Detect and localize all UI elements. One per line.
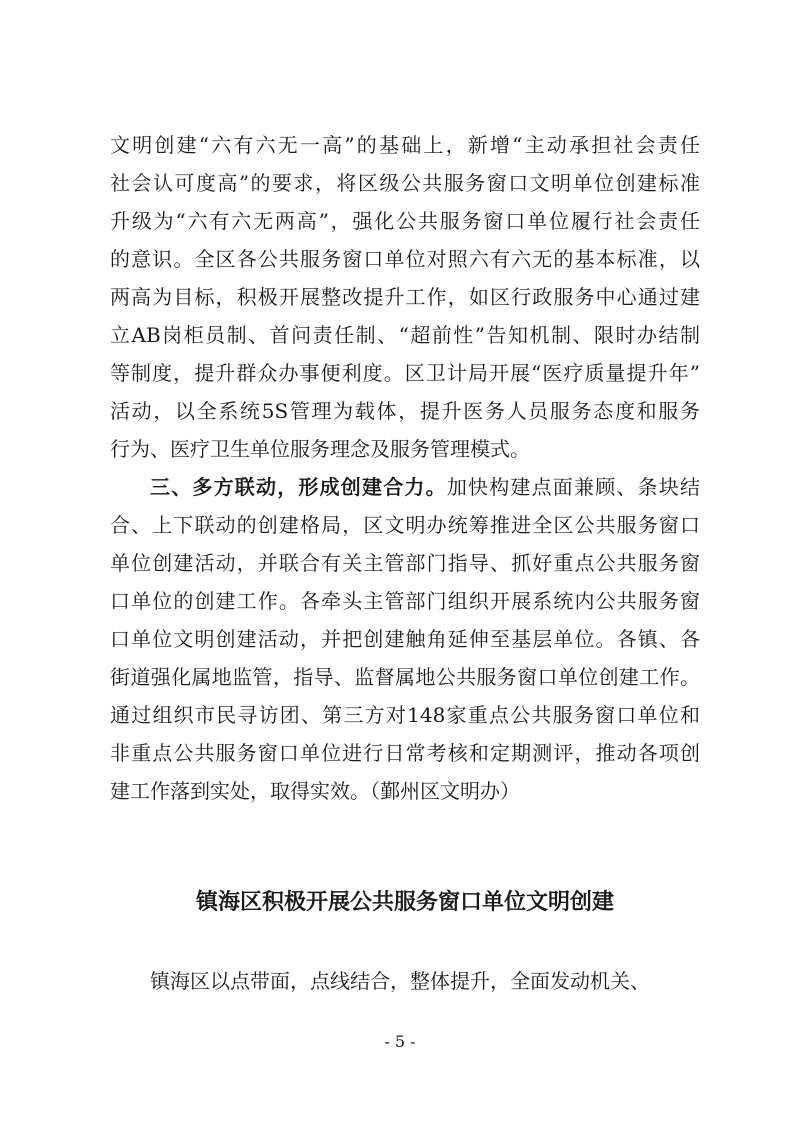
paragraph-line: 街道强化属地监管，指导、监督属地公共服务窗口单位创建工作。 bbox=[110, 665, 700, 689]
paragraph-line: 升级为“六有六无两高”，强化公共服务窗口单位履行社会责任 bbox=[110, 209, 700, 233]
paragraph-line: 活动，以全系统5S管理为载体，提升医务人员服务态度和服务 bbox=[110, 399, 700, 423]
paragraph-line: 建工作落到实处，取得实效。（鄞州区文明办） bbox=[110, 779, 520, 803]
paragraph-line: 社会认可度高”的要求，将区级公共服务窗口文明单位创建标准 bbox=[110, 171, 700, 195]
paragraph-line: 通过组织市民寻访团、第三方对148家重点公共服务窗口单位和 bbox=[110, 703, 700, 727]
paragraph-line: 行为、医疗卫生单位服务理念及服务管理模式。 bbox=[110, 437, 530, 461]
paragraph-2 bbox=[110, 468, 700, 810]
paragraph-line: 非重点公共服务窗口单位进行日常考核和定期测评，推动各项创 bbox=[110, 741, 700, 765]
body-text bbox=[110, 126, 700, 810]
paragraph-1 bbox=[110, 126, 700, 468]
paragraph-line: 口单位的创建工作。各牵头主管部门组织开展系统内公共服务窗 bbox=[110, 589, 700, 613]
paragraph-line: 口单位文明创建活动，并把创建触角延伸至基层单位。各镇、各 bbox=[110, 627, 700, 651]
paragraph-line-rest: 加快构建点面兼顾、条块结 bbox=[446, 475, 700, 499]
paragraph-first-line bbox=[110, 468, 700, 506]
paragraph-line: 立AB岗柜员制、首问责任制、“超前性”告知机制、限时办结制 bbox=[110, 323, 700, 347]
section-title: 镇海区积极开展公共服务窗口单位文明创建 bbox=[195, 890, 614, 915]
page-number: - 5 - bbox=[384, 1032, 416, 1051]
paragraph-line: 的意识。全区各公共服务窗口单位对照六有六无的基本标准，以 bbox=[110, 247, 700, 271]
paragraph-line: 单位创建活动，并联合有关主管部门指导、抓好重点公共服务窗 bbox=[110, 551, 700, 575]
paragraph-line: 镇海区以点带面，点线结合，整体提升，全面发动机关、 bbox=[150, 969, 650, 993]
section-lead-heading: 三、多方联动，形成创建合力。 bbox=[150, 475, 447, 499]
paragraph-line: 文明创建“六有六无一高”的基础上，新增“主动承担社会责任 bbox=[110, 133, 700, 157]
paragraph-line: 等制度，提升群众办事便利度。区卫计局开展“医疗质量提升年” bbox=[110, 361, 700, 385]
paragraph-line: 合、上下联动的创建格局，区文明办统筹推进全区公共服务窗口 bbox=[110, 513, 700, 537]
paragraph-line: 两高为目标，积极开展整改提升工作，如区行政服务中心通过建 bbox=[110, 285, 700, 309]
section-paragraph bbox=[110, 962, 700, 1000]
